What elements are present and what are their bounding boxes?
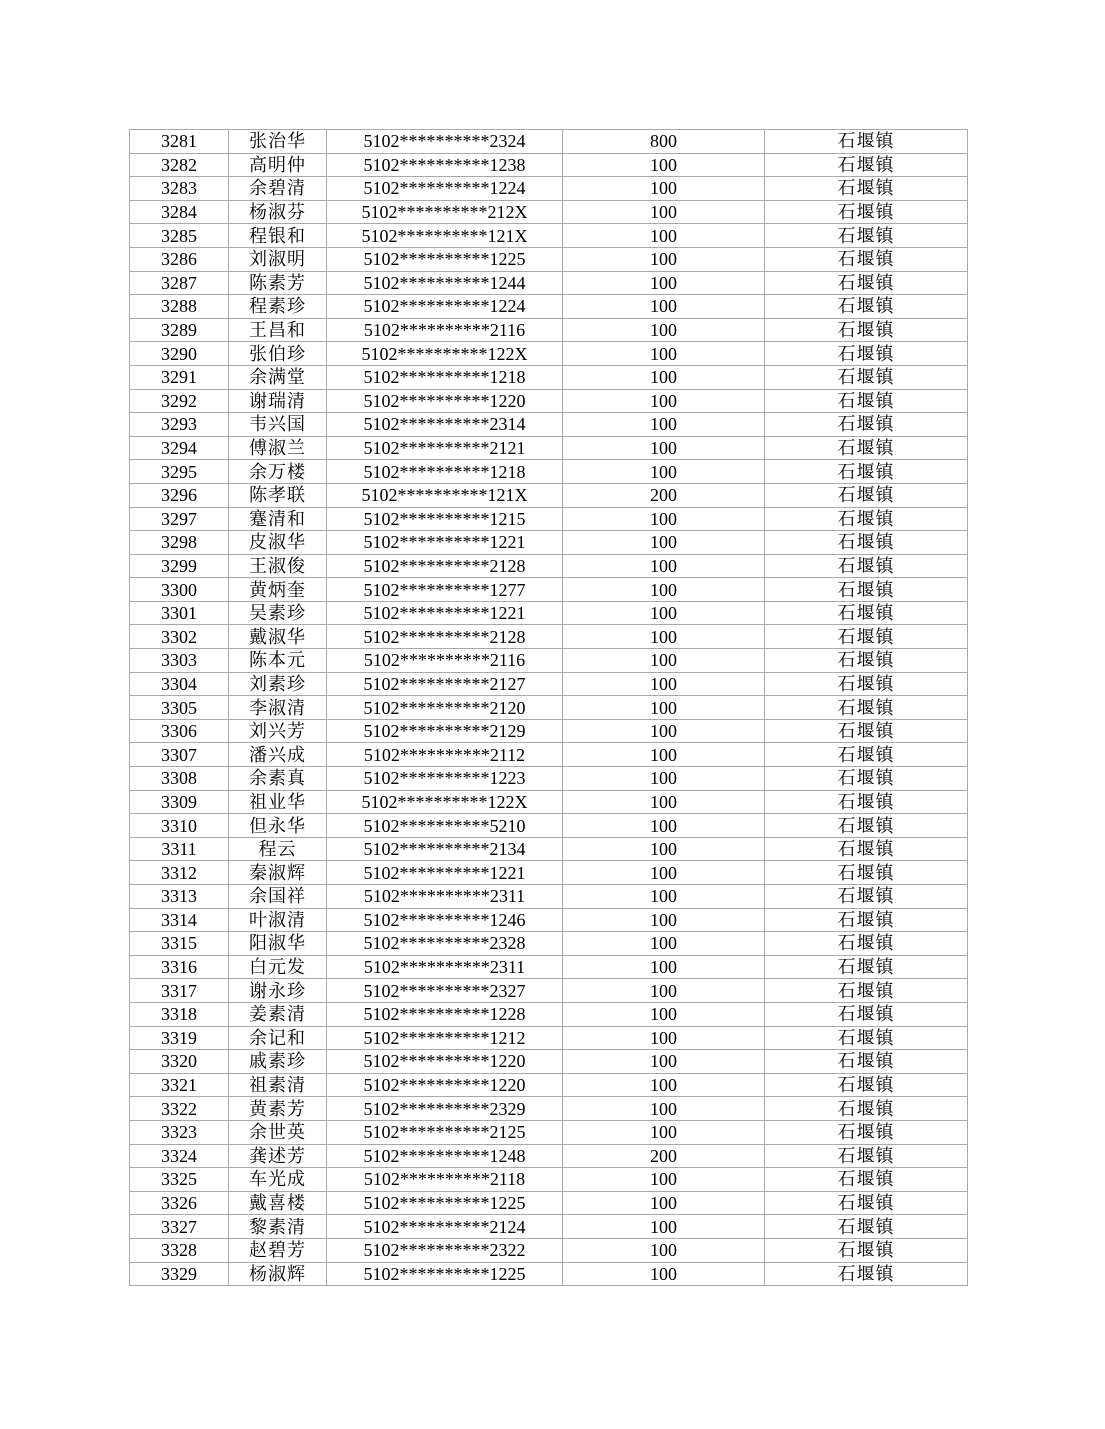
id-number-cell: 5102**********1277: [327, 578, 563, 602]
name-cell: 程素珍: [229, 295, 327, 319]
id-number-cell: 5102**********2118: [327, 1168, 563, 1192]
id-number-cell: 5102**********2327: [327, 979, 563, 1003]
serial-number-cell: 3289: [130, 318, 229, 342]
id-number-cell: 5102**********2324: [327, 130, 563, 154]
table-row: [130, 177, 968, 201]
table-row: [130, 649, 968, 673]
id-number-cell: 5102**********1212: [327, 1026, 563, 1050]
id-number-cell: 5102**********5210: [327, 814, 563, 838]
serial-number-cell: 3285: [130, 224, 229, 248]
amount-cell: 100: [563, 908, 765, 932]
town-cell: 石堰镇: [765, 1097, 968, 1121]
id-number-cell: 5102**********2322: [327, 1238, 563, 1262]
town-cell: 石堰镇: [765, 365, 968, 389]
serial-number-cell: 3302: [130, 625, 229, 649]
name-cell: 姜素清: [229, 1002, 327, 1026]
amount-cell: 100: [563, 365, 765, 389]
serial-number-cell: 3300: [130, 578, 229, 602]
town-cell: 石堰镇: [765, 649, 968, 673]
id-number-cell: 5102**********2127: [327, 672, 563, 696]
id-number-cell: 5102**********1220: [327, 389, 563, 413]
town-cell: 石堰镇: [765, 1168, 968, 1192]
town-cell: 石堰镇: [765, 295, 968, 319]
id-number-cell: 5102**********1223: [327, 767, 563, 791]
amount-cell: 100: [563, 389, 765, 413]
table-row: [130, 719, 968, 743]
table-row: [130, 1073, 968, 1097]
amount-cell: 100: [563, 814, 765, 838]
amount-cell: 100: [563, 507, 765, 531]
town-cell: 石堰镇: [765, 177, 968, 201]
town-cell: 石堰镇: [765, 885, 968, 909]
serial-number-cell: 3284: [130, 200, 229, 224]
amount-cell: 100: [563, 743, 765, 767]
serial-number-cell: 3319: [130, 1026, 229, 1050]
town-cell: 石堰镇: [765, 271, 968, 295]
id-number-cell: 5102**********1221: [327, 861, 563, 885]
table-row: [130, 955, 968, 979]
name-cell: 叶淑清: [229, 908, 327, 932]
name-cell: 蹇清和: [229, 507, 327, 531]
amount-cell: 100: [563, 342, 765, 366]
id-number-cell: 5102**********122X: [327, 790, 563, 814]
name-cell: 王昌和: [229, 318, 327, 342]
name-cell: 张伯珍: [229, 342, 327, 366]
table-row: [130, 507, 968, 531]
table-row: [130, 295, 968, 319]
table-row: [130, 1238, 968, 1262]
town-cell: 石堰镇: [765, 413, 968, 437]
town-cell: 石堰镇: [765, 1002, 968, 1026]
serial-number-cell: 3316: [130, 955, 229, 979]
name-cell: 祖素清: [229, 1073, 327, 1097]
name-cell: 高明仲: [229, 153, 327, 177]
table-row: [130, 271, 968, 295]
serial-number-cell: 3308: [130, 767, 229, 791]
id-number-cell: 5102**********1225: [327, 247, 563, 271]
name-cell: 杨淑辉: [229, 1262, 327, 1286]
name-cell: 余满堂: [229, 365, 327, 389]
name-cell: 程云: [229, 837, 327, 861]
town-cell: 石堰镇: [765, 483, 968, 507]
name-cell: 龚述芳: [229, 1144, 327, 1168]
serial-number-cell: 3307: [130, 743, 229, 767]
table-row: [130, 247, 968, 271]
amount-cell: 100: [563, 554, 765, 578]
town-cell: 石堰镇: [765, 719, 968, 743]
serial-number-cell: 3290: [130, 342, 229, 366]
id-number-cell: 5102**********1224: [327, 177, 563, 201]
amount-cell: 100: [563, 247, 765, 271]
id-number-cell: 5102**********2112: [327, 743, 563, 767]
serial-number-cell: 3315: [130, 932, 229, 956]
name-cell: 祖业华: [229, 790, 327, 814]
name-cell: 秦淑辉: [229, 861, 327, 885]
town-cell: 石堰镇: [765, 1238, 968, 1262]
serial-number-cell: 3304: [130, 672, 229, 696]
name-cell: 傅淑兰: [229, 436, 327, 460]
id-number-cell: 5102**********1218: [327, 460, 563, 484]
amount-cell: 100: [563, 979, 765, 1003]
town-cell: 石堰镇: [765, 601, 968, 625]
id-number-cell: 5102**********1224: [327, 295, 563, 319]
serial-number-cell: 3295: [130, 460, 229, 484]
town-cell: 石堰镇: [765, 767, 968, 791]
name-cell: 车光成: [229, 1168, 327, 1192]
town-cell: 石堰镇: [765, 247, 968, 271]
town-cell: 石堰镇: [765, 318, 968, 342]
amount-cell: 100: [563, 719, 765, 743]
serial-number-cell: 3296: [130, 483, 229, 507]
town-cell: 石堰镇: [765, 1073, 968, 1097]
table-row: [130, 224, 968, 248]
id-number-cell: 5102**********1248: [327, 1144, 563, 1168]
serial-number-cell: 3305: [130, 696, 229, 720]
amount-cell: 100: [563, 955, 765, 979]
serial-number-cell: 3282: [130, 153, 229, 177]
serial-number-cell: 3288: [130, 295, 229, 319]
id-number-cell: 5102**********1246: [327, 908, 563, 932]
table-row: [130, 413, 968, 437]
name-cell: 韦兴国: [229, 413, 327, 437]
name-cell: 赵碧芳: [229, 1238, 327, 1262]
table-row: [130, 153, 968, 177]
table-row: [130, 578, 968, 602]
town-cell: 石堰镇: [765, 578, 968, 602]
town-cell: 石堰镇: [765, 436, 968, 460]
serial-number-cell: 3324: [130, 1144, 229, 1168]
id-number-cell: 5102**********1220: [327, 1073, 563, 1097]
id-number-cell: 5102**********2121: [327, 436, 563, 460]
town-cell: 石堰镇: [765, 1050, 968, 1074]
serial-number-cell: 3281: [130, 130, 229, 154]
id-number-cell: 5102**********2116: [327, 649, 563, 673]
serial-number-cell: 3298: [130, 531, 229, 555]
table-row: [130, 885, 968, 909]
table-row: [130, 1215, 968, 1239]
serial-number-cell: 3306: [130, 719, 229, 743]
town-cell: 石堰镇: [765, 790, 968, 814]
name-cell: 刘淑明: [229, 247, 327, 271]
name-cell: 张治华: [229, 130, 327, 154]
id-number-cell: 5102**********1225: [327, 1262, 563, 1286]
name-cell: 余素真: [229, 767, 327, 791]
name-cell: 谢永珍: [229, 979, 327, 1003]
table-row: [130, 460, 968, 484]
amount-cell: 100: [563, 861, 765, 885]
amount-cell: 100: [563, 672, 765, 696]
table-row: [130, 1050, 968, 1074]
amount-cell: 100: [563, 696, 765, 720]
id-number-cell: 5102**********2128: [327, 554, 563, 578]
name-cell: 吴素珍: [229, 601, 327, 625]
town-cell: 石堰镇: [765, 696, 968, 720]
serial-number-cell: 3309: [130, 790, 229, 814]
serial-number-cell: 3286: [130, 247, 229, 271]
table-row: [130, 200, 968, 224]
amount-cell: 100: [563, 318, 765, 342]
id-number-cell: 5102**********1225: [327, 1191, 563, 1215]
table-row: [130, 130, 968, 154]
town-cell: 石堰镇: [765, 672, 968, 696]
amount-cell: 100: [563, 413, 765, 437]
name-cell: 谢瑞清: [229, 389, 327, 413]
table-row: [130, 932, 968, 956]
name-cell: 黄炳奎: [229, 578, 327, 602]
serial-number-cell: 3325: [130, 1168, 229, 1192]
town-cell: 石堰镇: [765, 1215, 968, 1239]
name-cell: 陈孝联: [229, 483, 327, 507]
serial-number-cell: 3311: [130, 837, 229, 861]
table-row: [130, 1262, 968, 1286]
amount-cell: 100: [563, 1215, 765, 1239]
town-cell: 石堰镇: [765, 554, 968, 578]
amount-cell: 100: [563, 1002, 765, 1026]
table-row: [130, 837, 968, 861]
name-cell: 黎素清: [229, 1215, 327, 1239]
table-row: [130, 554, 968, 578]
town-cell: 石堰镇: [765, 1262, 968, 1286]
table-row: [130, 1097, 968, 1121]
amount-cell: 100: [563, 790, 765, 814]
town-cell: 石堰镇: [765, 837, 968, 861]
table-row: [130, 365, 968, 389]
id-number-cell: 5102**********1215: [327, 507, 563, 531]
amount-cell: 100: [563, 578, 765, 602]
serial-number-cell: 3297: [130, 507, 229, 531]
amount-cell: 100: [563, 200, 765, 224]
serial-number-cell: 3310: [130, 814, 229, 838]
amount-cell: 100: [563, 1168, 765, 1192]
id-number-cell: 5102**********1244: [327, 271, 563, 295]
id-number-cell: 5102**********1220: [327, 1050, 563, 1074]
serial-number-cell: 3318: [130, 1002, 229, 1026]
table-row: [130, 743, 968, 767]
table-row: [130, 342, 968, 366]
amount-cell: 100: [563, 1262, 765, 1286]
serial-number-cell: 3291: [130, 365, 229, 389]
serial-number-cell: 3322: [130, 1097, 229, 1121]
name-cell: 刘素珍: [229, 672, 327, 696]
table-row: [130, 814, 968, 838]
name-cell: 余国祥: [229, 885, 327, 909]
amount-cell: 100: [563, 436, 765, 460]
town-cell: 石堰镇: [765, 224, 968, 248]
amount-cell: 100: [563, 1120, 765, 1144]
table-row: [130, 531, 968, 555]
table-row: [130, 483, 968, 507]
id-number-cell: 5102**********2125: [327, 1120, 563, 1144]
id-number-cell: 5102**********2311: [327, 885, 563, 909]
serial-number-cell: 3326: [130, 1191, 229, 1215]
id-number-cell: 5102**********2329: [327, 1097, 563, 1121]
town-cell: 石堰镇: [765, 153, 968, 177]
amount-cell: 100: [563, 625, 765, 649]
amount-cell: 100: [563, 224, 765, 248]
amount-cell: 100: [563, 837, 765, 861]
town-cell: 石堰镇: [765, 507, 968, 531]
serial-number-cell: 3314: [130, 908, 229, 932]
name-cell: 黄素芳: [229, 1097, 327, 1121]
name-cell: 杨淑芬: [229, 200, 327, 224]
table-row: [130, 861, 968, 885]
name-cell: 陈本元: [229, 649, 327, 673]
table-row: [130, 696, 968, 720]
town-cell: 石堰镇: [765, 814, 968, 838]
name-cell: 白元发: [229, 955, 327, 979]
name-cell: 程银和: [229, 224, 327, 248]
amount-cell: 100: [563, 601, 765, 625]
amount-cell: 100: [563, 649, 765, 673]
table-row: [130, 908, 968, 932]
id-number-cell: 5102**********1238: [327, 153, 563, 177]
id-number-cell: 5102**********121X: [327, 483, 563, 507]
name-cell: 余万楼: [229, 460, 327, 484]
amount-cell: 100: [563, 153, 765, 177]
id-number-cell: 5102**********212X: [327, 200, 563, 224]
amount-cell: 100: [563, 460, 765, 484]
table-row: [130, 1191, 968, 1215]
town-cell: 石堰镇: [765, 389, 968, 413]
amount-cell: 100: [563, 531, 765, 555]
table-row: [130, 318, 968, 342]
town-cell: 石堰镇: [765, 531, 968, 555]
serial-number-cell: 3283: [130, 177, 229, 201]
amount-cell: 100: [563, 885, 765, 909]
amount-cell: 100: [563, 271, 765, 295]
amount-cell: 200: [563, 1144, 765, 1168]
town-cell: 石堰镇: [765, 130, 968, 154]
town-cell: 石堰镇: [765, 1144, 968, 1168]
amount-cell: 100: [563, 177, 765, 201]
table-row: [130, 767, 968, 791]
id-number-cell: 5102**********2314: [327, 413, 563, 437]
table-row: [130, 1144, 968, 1168]
serial-number-cell: 3287: [130, 271, 229, 295]
name-cell: 余碧清: [229, 177, 327, 201]
serial-number-cell: 3329: [130, 1262, 229, 1286]
serial-number-cell: 3321: [130, 1073, 229, 1097]
table-row: [130, 601, 968, 625]
id-number-cell: 5102**********1221: [327, 531, 563, 555]
table-row: [130, 1168, 968, 1192]
town-cell: 石堰镇: [765, 932, 968, 956]
serial-number-cell: 3303: [130, 649, 229, 673]
serial-number-cell: 3312: [130, 861, 229, 885]
id-number-cell: 5102**********2328: [327, 932, 563, 956]
table-row: [130, 625, 968, 649]
name-cell: 潘兴成: [229, 743, 327, 767]
id-number-cell: 5102**********1221: [327, 601, 563, 625]
id-number-cell: 5102**********1228: [327, 1002, 563, 1026]
name-cell: 戴淑华: [229, 625, 327, 649]
table-row: [130, 979, 968, 1003]
table-row: [130, 672, 968, 696]
table-row: [130, 790, 968, 814]
serial-number-cell: 3328: [130, 1238, 229, 1262]
town-cell: 石堰镇: [765, 1191, 968, 1215]
name-cell: 余世英: [229, 1120, 327, 1144]
town-cell: 石堰镇: [765, 1026, 968, 1050]
town-cell: 石堰镇: [765, 861, 968, 885]
table-row: [130, 389, 968, 413]
amount-cell: 100: [563, 295, 765, 319]
amount-cell: 100: [563, 932, 765, 956]
table-row: [130, 1026, 968, 1050]
serial-number-cell: 3301: [130, 601, 229, 625]
serial-number-cell: 3293: [130, 413, 229, 437]
name-cell: 戚素珍: [229, 1050, 327, 1074]
name-cell: 李淑清: [229, 696, 327, 720]
town-cell: 石堰镇: [765, 460, 968, 484]
amount-cell: 100: [563, 1191, 765, 1215]
id-number-cell: 5102**********2134: [327, 837, 563, 861]
name-cell: 但永华: [229, 814, 327, 838]
name-cell: 王淑俊: [229, 554, 327, 578]
town-cell: 石堰镇: [765, 743, 968, 767]
town-cell: 石堰镇: [765, 342, 968, 366]
amount-cell: 200: [563, 483, 765, 507]
amount-cell: 100: [563, 1073, 765, 1097]
serial-number-cell: 3317: [130, 979, 229, 1003]
town-cell: 石堰镇: [765, 200, 968, 224]
serial-number-cell: 3313: [130, 885, 229, 909]
id-number-cell: 5102**********2116: [327, 318, 563, 342]
name-cell: 皮淑华: [229, 531, 327, 555]
serial-number-cell: 3323: [130, 1120, 229, 1144]
id-number-cell: 5102**********2128: [327, 625, 563, 649]
amount-cell: 100: [563, 767, 765, 791]
table-row: [130, 436, 968, 460]
serial-number-cell: 3299: [130, 554, 229, 578]
id-number-cell: 5102**********2129: [327, 719, 563, 743]
name-cell: 余记和: [229, 1026, 327, 1050]
town-cell: 石堰镇: [765, 908, 968, 932]
table-row: [130, 1002, 968, 1026]
id-number-cell: 5102**********2120: [327, 696, 563, 720]
table-body: [130, 130, 968, 1286]
serial-number-cell: 3294: [130, 436, 229, 460]
town-cell: 石堰镇: [765, 1120, 968, 1144]
id-number-cell: 5102**********122X: [327, 342, 563, 366]
amount-cell: 100: [563, 1026, 765, 1050]
id-number-cell: 5102**********2124: [327, 1215, 563, 1239]
serial-number-cell: 3327: [130, 1215, 229, 1239]
town-cell: 石堰镇: [765, 955, 968, 979]
name-cell: 刘兴芳: [229, 719, 327, 743]
town-cell: 石堰镇: [765, 979, 968, 1003]
serial-number-cell: 3292: [130, 389, 229, 413]
amount-cell: 100: [563, 1238, 765, 1262]
serial-number-cell: 3320: [130, 1050, 229, 1074]
id-number-cell: 5102**********121X: [327, 224, 563, 248]
id-number-cell: 5102**********1218: [327, 365, 563, 389]
name-cell: 阳淑华: [229, 932, 327, 956]
town-cell: 石堰镇: [765, 625, 968, 649]
amount-cell: 800: [563, 130, 765, 154]
name-cell: 陈素芳: [229, 271, 327, 295]
amount-cell: 100: [563, 1097, 765, 1121]
name-cell: 戴喜楼: [229, 1191, 327, 1215]
id-number-cell: 5102**********2311: [327, 955, 563, 979]
data-table: [129, 129, 968, 1286]
amount-cell: 100: [563, 1050, 765, 1074]
table-row: [130, 1120, 968, 1144]
